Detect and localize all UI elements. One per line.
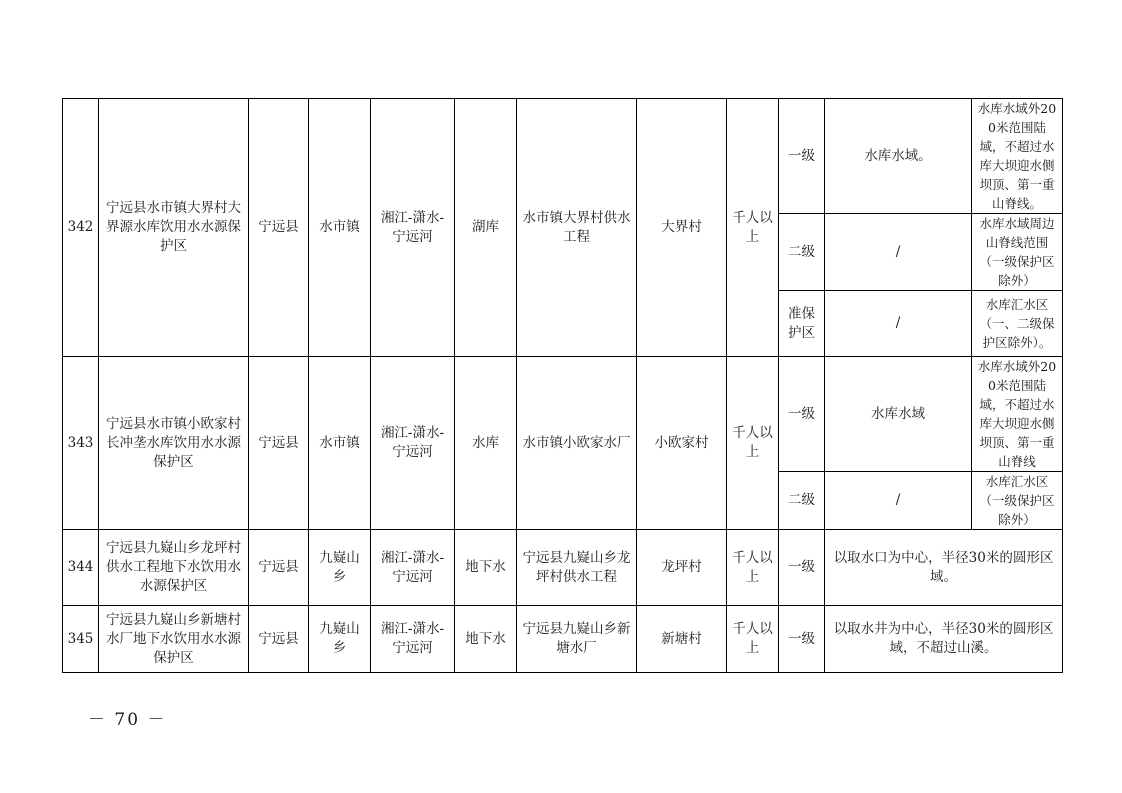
- land-area-scope: 水库汇水区（一、二级保护区除外）。: [972, 291, 1063, 357]
- protection-area-name: 宁远县九嶷山乡新塘村水厂地下水饮用水水源保护区: [99, 606, 249, 673]
- source-type: 水库: [455, 357, 517, 530]
- land-area-scope: 水库水域外200米范围陆域，不超过水库大坝迎水侧坝顶、第一重山脊线: [972, 357, 1063, 472]
- protection-level: 一级: [779, 99, 825, 214]
- county: 宁远县: [249, 99, 309, 357]
- page-number: － 70 －: [88, 710, 167, 730]
- protection-level: 二级: [779, 214, 825, 291]
- row-number: 345: [63, 606, 99, 673]
- land-area-scope: 水库水域外200米范围陆域，不超过水库大坝迎水侧坝顶、第一重山脊线。: [972, 99, 1063, 214]
- supply-scale: 千人以上: [727, 606, 779, 673]
- protection-level: 准保护区: [779, 291, 825, 357]
- basin: 湘江-潇水-宁远河: [371, 530, 455, 606]
- village: 大界村: [637, 99, 727, 357]
- protection-area-name: 宁远县水市镇大界村大界源水库饮用水水源保护区: [99, 99, 249, 357]
- water-project: 水市镇小欧家水厂: [517, 357, 637, 530]
- water-area-scope: 水库水域。: [825, 99, 972, 214]
- county: 宁远县: [249, 530, 309, 606]
- table-row: [63, 530, 1063, 606]
- protection-level: 一级: [779, 530, 825, 606]
- source-type: 湖库: [455, 99, 517, 357]
- water-area-scope: 水库水域: [825, 357, 972, 472]
- water-area-scope: /: [825, 291, 972, 357]
- protection-area-scope: 以取水井为中心，半径30米的圆形区域，不超过山溪。: [825, 606, 1063, 673]
- land-area-scope: 水库水域周边山脊线范围（一级保护区除外）: [972, 214, 1063, 291]
- table-row: [63, 99, 1063, 214]
- row-number: 343: [63, 357, 99, 530]
- basin: 湘江-潇水-宁远河: [371, 357, 455, 530]
- water-project: 宁远县九嶷山乡龙坪村供水工程: [517, 530, 637, 606]
- protection-area-scope: 以取水口为中心，半径30米的圆形区域。: [825, 530, 1063, 606]
- source-type: 地下水: [455, 530, 517, 606]
- water-project: 水市镇大界村供水工程: [517, 99, 637, 357]
- table-row: [63, 606, 1063, 673]
- county: 宁远县: [249, 606, 309, 673]
- supply-scale: 千人以上: [727, 530, 779, 606]
- source-type: 地下水: [455, 606, 517, 673]
- protection-level: 一级: [779, 357, 825, 472]
- town: 九嶷山乡: [309, 530, 371, 606]
- row-number: 344: [63, 530, 99, 606]
- supply-scale: 千人以上: [727, 99, 779, 357]
- town: 九嶷山乡: [309, 606, 371, 673]
- water-area-scope: /: [825, 214, 972, 291]
- land-area-scope: 水库汇水区（一级保护区除外）: [972, 472, 1063, 530]
- basin: 湘江-潇水-宁远河: [371, 606, 455, 673]
- protection-area-name: 宁远县九嶷山乡龙坪村供水工程地下水饮用水水源保护区: [99, 530, 249, 606]
- water-area-scope: /: [825, 472, 972, 530]
- village: 龙坪村: [637, 530, 727, 606]
- protection-level: 一级: [779, 606, 825, 673]
- protection-level: 二级: [779, 472, 825, 530]
- basin: 湘江-潇水-宁远河: [371, 99, 455, 357]
- water-source-table: [62, 98, 1063, 673]
- county: 宁远县: [249, 357, 309, 530]
- village: 新塘村: [637, 606, 727, 673]
- village: 小欧家村: [637, 357, 727, 530]
- supply-scale: 千人以上: [727, 357, 779, 530]
- protection-area-name: 宁远县水市镇小欧家村长冲垄水库饮用水水源保护区: [99, 357, 249, 530]
- town: 水市镇: [309, 99, 371, 357]
- row-number: 342: [63, 99, 99, 357]
- table-row: [63, 357, 1063, 472]
- water-project: 宁远县九嶷山乡新塘水厂: [517, 606, 637, 673]
- town: 水市镇: [309, 357, 371, 530]
